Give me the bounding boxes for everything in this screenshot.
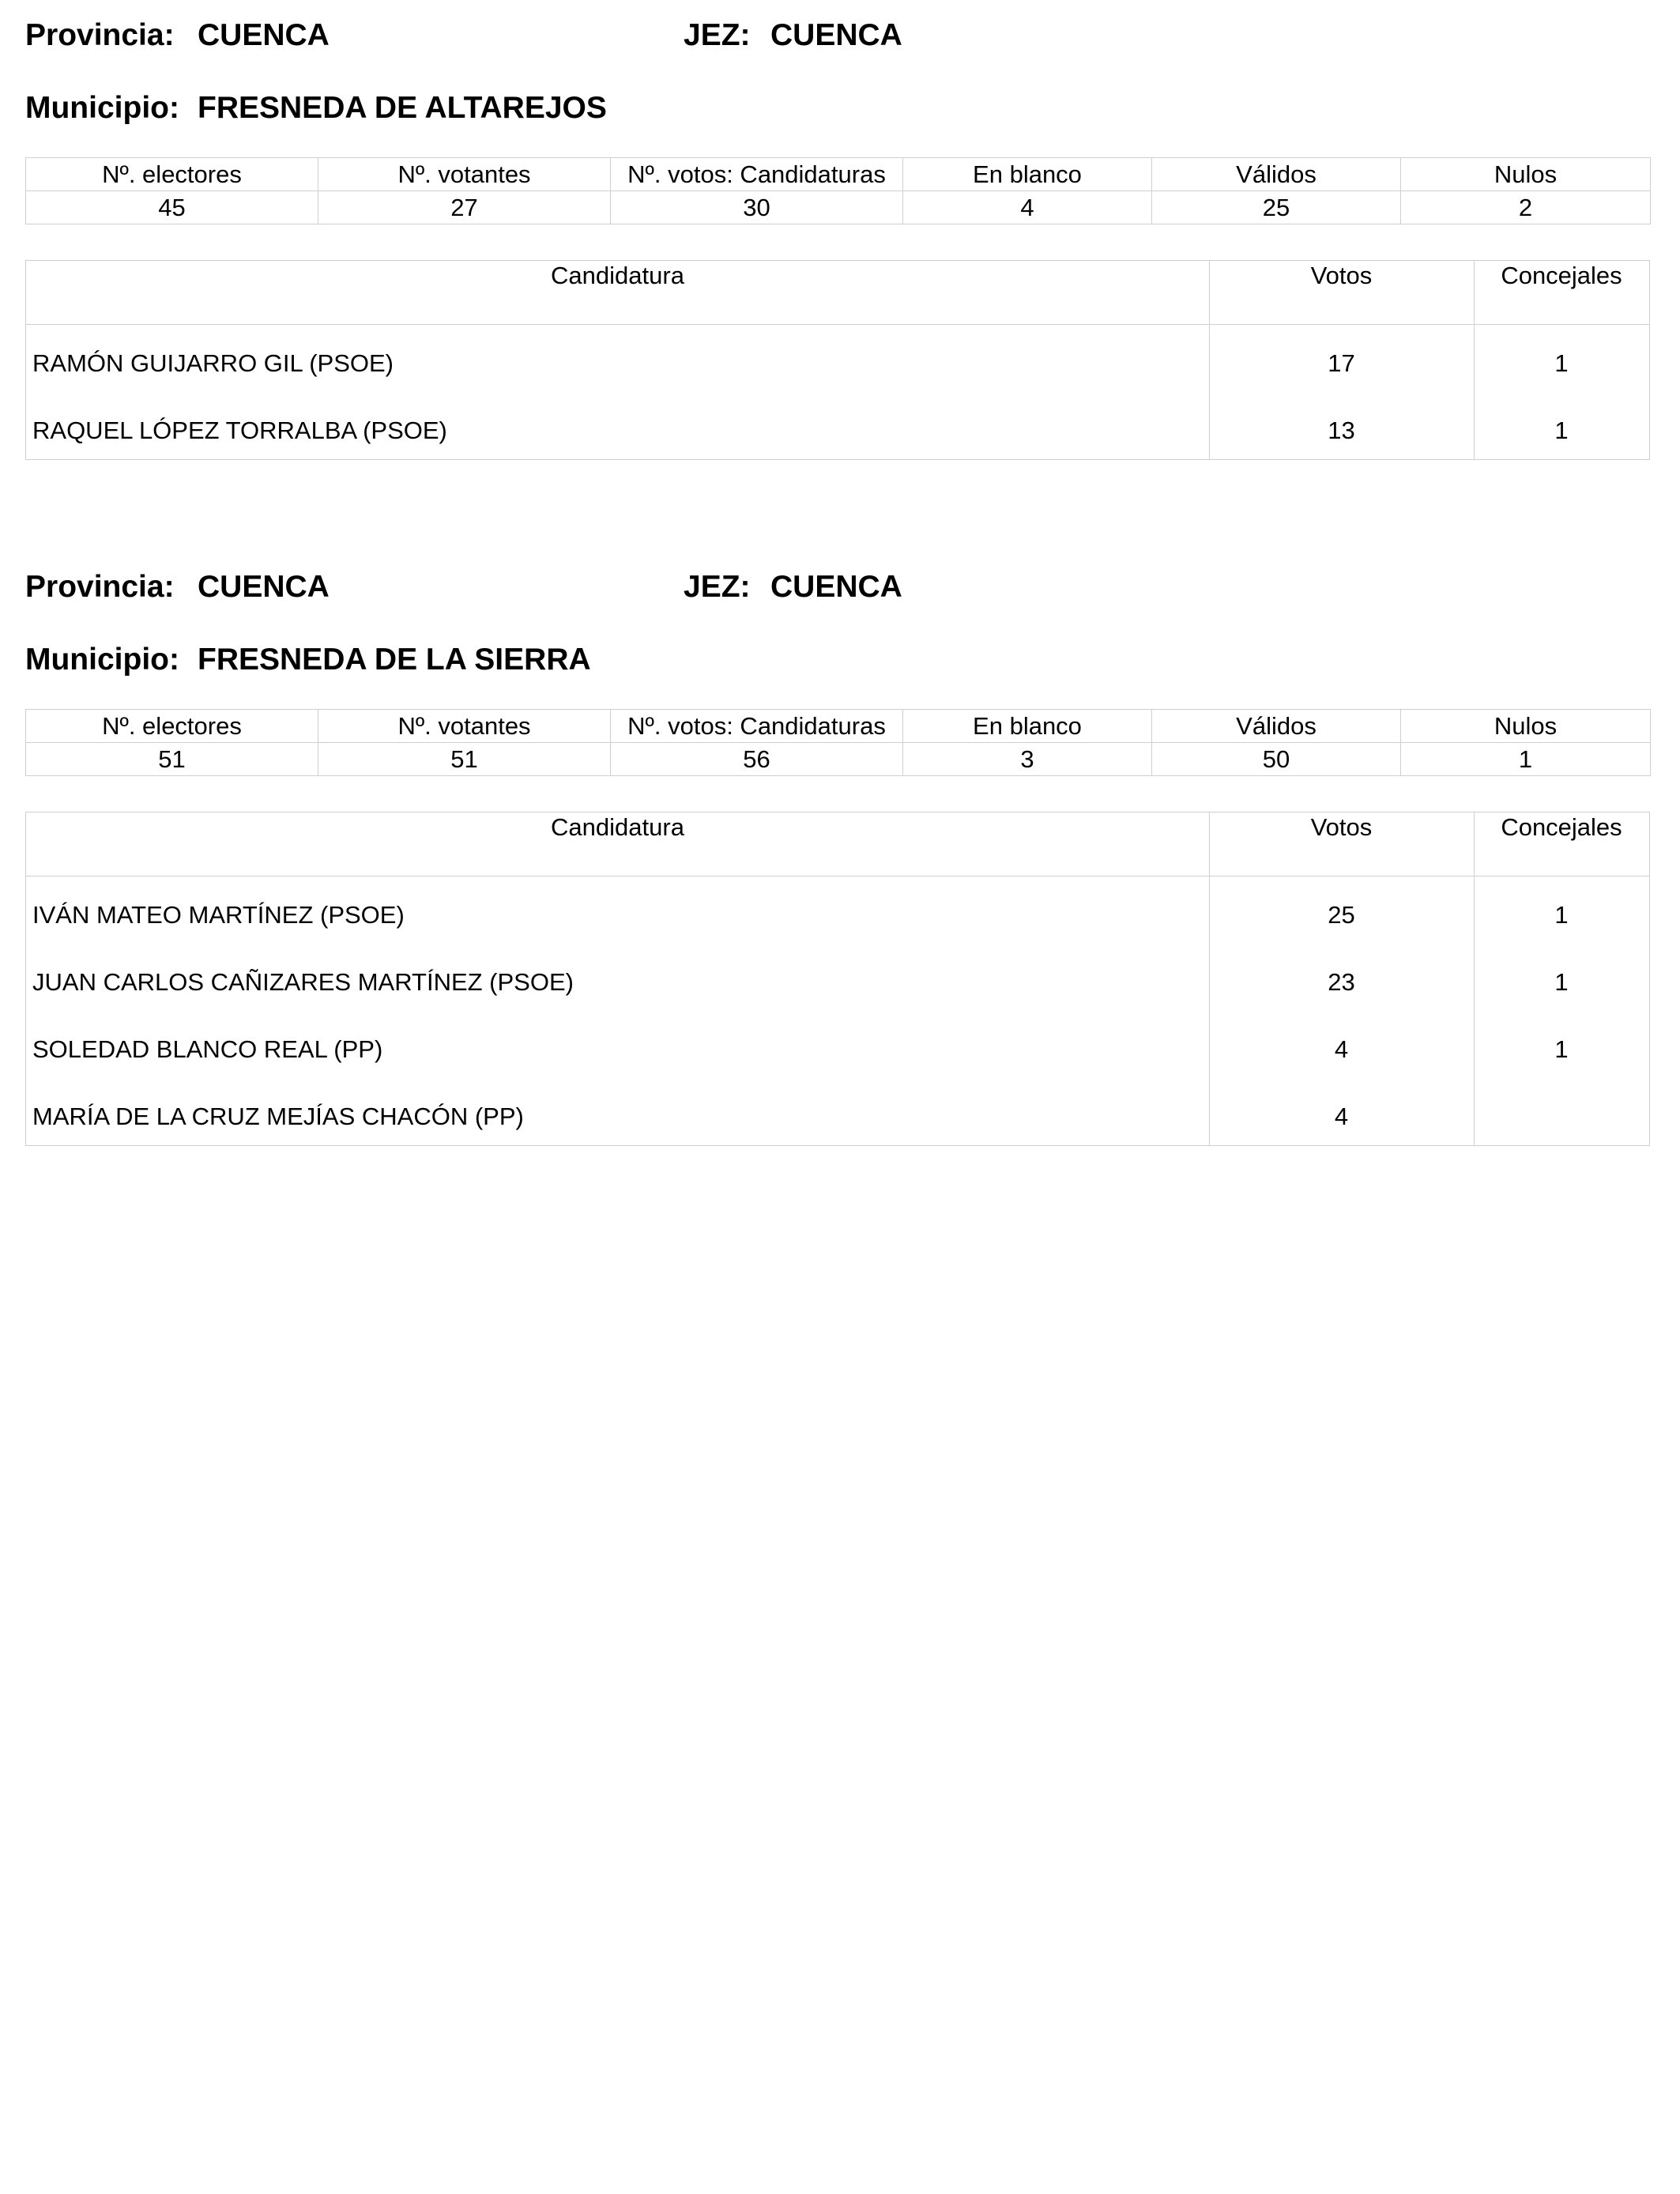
candidate-votos: 4 [1334, 1103, 1349, 1130]
stats-value: 1 [1401, 743, 1651, 776]
candidates-header [26, 812, 1649, 876]
stats-header: Nulos [1401, 710, 1651, 743]
votos-header: Votos [1209, 812, 1475, 876]
jez-value: CUENCA [770, 18, 902, 52]
stats-value: 51 [318, 743, 611, 776]
stats-header: Válidos [1152, 710, 1401, 743]
candidate-row [26, 1011, 1649, 1078]
provincia-label: Provincia: [25, 18, 175, 52]
stats-header: Nº. votantes [318, 158, 611, 191]
candidate-concejales: 1 [1554, 417, 1569, 444]
stats-value: 45 [26, 191, 318, 224]
candidates-header [26, 261, 1649, 325]
municipio-line [25, 640, 1650, 680]
provincia-value: CUENCA [198, 18, 330, 52]
candidate-row [26, 944, 1649, 1011]
stats-header: Nº. votantes [318, 710, 611, 743]
concejales-header: Concejales [1501, 813, 1622, 841]
candidate-name: RAMÓN GUIJARRO GIL (PSOE) [32, 349, 394, 377]
provincia-label: Provincia: [25, 570, 175, 604]
candidate-name: MARÍA DE LA CRUZ MEJÍAS CHACÓN (PP) [32, 1103, 524, 1130]
stats-value: 50 [1152, 743, 1401, 776]
candidates-body [26, 325, 1649, 459]
candidate-concejales: 1 [1554, 901, 1569, 929]
stats-table [25, 709, 1651, 776]
stats-value-row [26, 743, 1651, 776]
candidate-name: SOLEDAD BLANCO REAL (PP) [32, 1035, 383, 1063]
provincia-value: CUENCA [198, 570, 330, 604]
candidate-name: JUAN CARLOS CAÑIZARES MARTÍNEZ (PSOE) [32, 968, 574, 996]
stats-value: 30 [611, 191, 903, 224]
candidate-concejales: 1 [1554, 349, 1569, 377]
municipio-value: FRESNEDA DE LA SIERRA [198, 643, 591, 677]
jez-label: JEZ: [684, 18, 751, 52]
candidate-votos: 17 [1328, 349, 1355, 377]
stats-header-row [26, 158, 1651, 191]
stats-value: 4 [903, 191, 1152, 224]
jez-label: JEZ: [684, 570, 751, 604]
candidate-concejales: 1 [1554, 1035, 1569, 1063]
candidates-table [25, 812, 1650, 1146]
stats-value: 3 [903, 743, 1152, 776]
municipio-value: FRESNEDA DE ALTAREJOS [198, 91, 607, 125]
stats-value: 51 [26, 743, 318, 776]
jez-value: CUENCA [770, 570, 902, 604]
stats-header: Nº. electores [26, 158, 318, 191]
stats-header: Nº. electores [26, 710, 318, 743]
candidate-votos: 23 [1328, 968, 1355, 996]
stats-value: 27 [318, 191, 611, 224]
candidate-row [26, 325, 1649, 392]
stats-header: En blanco [903, 710, 1152, 743]
candidate-concejales: 1 [1554, 968, 1569, 996]
stats-value-row [26, 191, 1651, 224]
municipio-label: Municipio: [25, 91, 179, 125]
stats-header: Nº. votos: Candidaturas [611, 710, 903, 743]
provincia-line [25, 16, 1650, 55]
stats-header: Nº. votos: Candidaturas [611, 158, 903, 191]
stats-header: Válidos [1152, 158, 1401, 191]
candidate-row [26, 392, 1649, 459]
candidate-row [26, 1078, 1649, 1145]
candidate-votos: 13 [1328, 417, 1355, 444]
candidate-name: IVÁN MATEO MARTÍNEZ (PSOE) [32, 901, 405, 929]
concejales-header: Concejales [1501, 262, 1622, 289]
municipio-label: Municipio: [25, 643, 179, 677]
stats-header: En blanco [903, 158, 1152, 191]
candidates-table [25, 260, 1650, 460]
candidatura-header: Candidatura [26, 812, 1210, 876]
candidate-row [26, 876, 1649, 944]
municipio-line [25, 89, 1650, 128]
stats-header: Nulos [1401, 158, 1651, 191]
stats-value: 56 [611, 743, 903, 776]
candidatura-header: Candidatura [26, 261, 1210, 324]
candidates-body [26, 876, 1649, 1145]
candidate-name: RAQUEL LÓPEZ TORRALBA (PSOE) [32, 417, 447, 444]
candidate-votos: 4 [1334, 1035, 1349, 1063]
stats-value: 25 [1152, 191, 1401, 224]
provincia-line [25, 567, 1650, 607]
votos-header: Votos [1209, 261, 1475, 324]
stats-header-row [26, 710, 1651, 743]
stats-value: 2 [1401, 191, 1651, 224]
candidate-votos: 25 [1328, 901, 1355, 929]
stats-table [25, 157, 1651, 224]
